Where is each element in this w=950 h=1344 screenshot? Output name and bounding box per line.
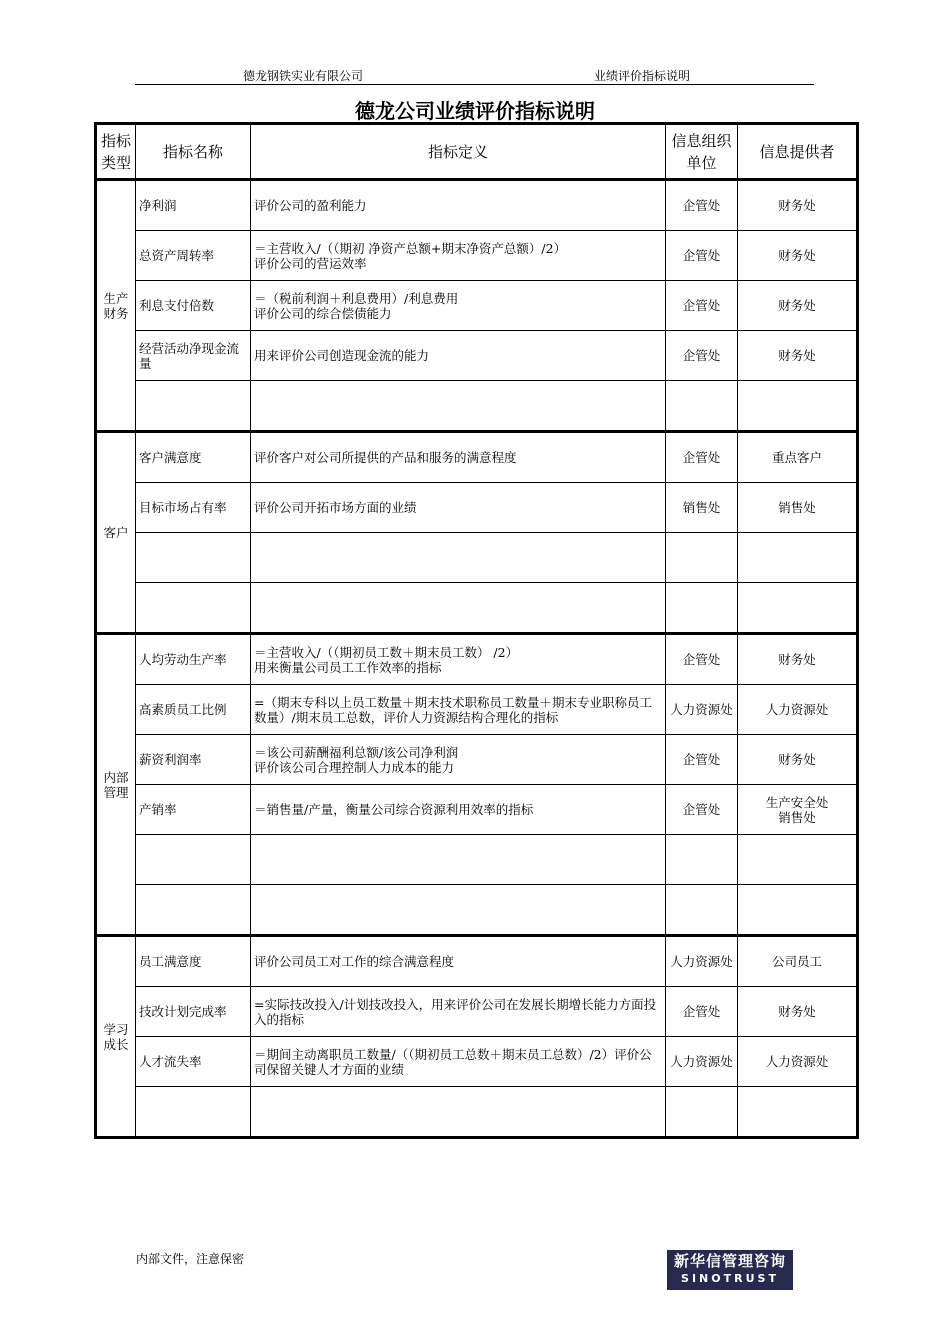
indicator-definition-cell: 用来评价公司创造现金流的能力 xyxy=(251,331,666,381)
info-unit-cell: 企管处 xyxy=(666,735,738,785)
table-row xyxy=(96,634,858,685)
indicator-definition-cell xyxy=(251,885,666,936)
table-body xyxy=(96,180,858,1138)
info-unit-cell: 人力资源处 xyxy=(666,685,738,735)
info-provider-cell: 公司员工 xyxy=(738,936,858,987)
indicator-definition-cell: ＝（税前利润＋利息费用）/利息费用 评价公司的综合偿债能力 xyxy=(251,281,666,331)
info-provider-cell: 财务处 xyxy=(738,987,858,1037)
indicator-definition-cell: 评价客户对公司所提供的产品和服务的满意程度 xyxy=(251,432,666,483)
page-title: 德龙公司业绩评价指标说明 xyxy=(355,99,595,123)
info-unit-cell: 企管处 xyxy=(666,432,738,483)
indicator-definition-cell: 评价公司的盈利能力 xyxy=(251,180,666,231)
column-header-type: 指标类型 xyxy=(96,124,136,180)
column-header-name: 指标名称 xyxy=(136,124,251,180)
header-doc-name: 业绩评价指标说明 xyxy=(594,69,691,83)
table-row xyxy=(96,281,858,331)
indicator-definition-cell xyxy=(251,533,666,583)
indicator-definition-cell xyxy=(251,583,666,634)
indicator-name-cell: 总资产周转率 xyxy=(136,231,251,281)
indicator-definition-cell xyxy=(251,1087,666,1138)
indicator-name-cell: 净利润 xyxy=(136,180,251,231)
indicator-definition-cell: =实际技改投入/计划技改投入，用来评价公司在发展长期增长能力方面投入的指标 xyxy=(251,987,666,1037)
table-row xyxy=(96,835,858,885)
table-row xyxy=(96,1087,858,1138)
info-unit-cell: 销售处 xyxy=(666,483,738,533)
table-row xyxy=(96,987,858,1037)
indicator-definition-cell: ＝该公司薪酬福利总额/该公司净利润 评价该公司合理控制人力成本的能力 xyxy=(251,735,666,785)
indicator-name-cell: 经营活动净现金流量 xyxy=(136,331,251,381)
table-row xyxy=(96,685,858,735)
indicator-name-cell xyxy=(136,533,251,583)
info-unit-cell: 企管处 xyxy=(666,180,738,231)
indicator-type-cell: 内部管理 xyxy=(96,634,136,936)
table-row xyxy=(96,785,858,835)
info-provider-cell: 生产安全处 销售处 xyxy=(738,785,858,835)
indicator-definition-cell: ＝主营收入/（（期初员工数＋期末员工数） /2） 用来衡量公司员工工作效率的指标 xyxy=(251,634,666,685)
info-provider-cell: 财务处 xyxy=(738,180,858,231)
indicator-definition-cell: ＝主营收入/（（期初 净资产总额+期末净资产总额）/2） 评价公司的营运效率 xyxy=(251,231,666,281)
indicator-name-cell: 目标市场占有率 xyxy=(136,483,251,533)
column-header-definition: 指标定义 xyxy=(251,124,666,180)
indicator-definition-cell xyxy=(251,835,666,885)
indicator-name-cell: 高素质员工比例 xyxy=(136,685,251,735)
indicator-definition-cell: 评价公司开拓市场方面的业绩 xyxy=(251,483,666,533)
footer-confidential-note: 内部文件，注意保密 xyxy=(136,1252,245,1266)
indicator-name-cell xyxy=(136,835,251,885)
logo-english-text: SINOTRUST xyxy=(681,1272,779,1285)
table-row xyxy=(96,331,858,381)
indicator-name-cell: 产销率 xyxy=(136,785,251,835)
info-unit-cell: 人力资源处 xyxy=(666,1037,738,1087)
header-divider xyxy=(135,84,814,85)
indicator-name-cell xyxy=(136,381,251,432)
info-unit-cell: 企管处 xyxy=(666,281,738,331)
table-header-row xyxy=(96,124,858,180)
info-provider-cell xyxy=(738,885,858,936)
indicator-type-cell: 客户 xyxy=(96,432,136,634)
indicator-definition-cell: ＝期间主动离职员工数量/（（期初员工总数＋期末员工总数）/2）评价公司保留关键人才方面的业绩 xyxy=(251,1037,666,1087)
info-provider-cell xyxy=(738,835,858,885)
info-unit-cell: 企管处 xyxy=(666,634,738,685)
info-provider-cell: 财务处 xyxy=(738,735,858,785)
info-unit-cell xyxy=(666,1087,738,1138)
table-row xyxy=(96,1037,858,1087)
table-row xyxy=(96,885,858,936)
info-unit-cell: 企管处 xyxy=(666,331,738,381)
indicator-name-cell: 技改计划完成率 xyxy=(136,987,251,1037)
indicator-type-cell: 生产财务 xyxy=(96,180,136,432)
info-provider-cell: 销售处 xyxy=(738,483,858,533)
column-header-provider: 信息提供者 xyxy=(738,124,858,180)
sinotrust-logo xyxy=(667,1250,793,1290)
info-unit-cell xyxy=(666,835,738,885)
info-unit-cell xyxy=(666,381,738,432)
indicator-definition-cell: =（期末专科以上员工数量＋期末技术职称员工数量＋期末专业职称员工数量）/期末员工总数，评价人力资源结构合理化的指标 xyxy=(251,685,666,735)
info-provider-cell: 人力资源处 xyxy=(738,1037,858,1087)
indicator-type-cell: 学习成长 xyxy=(96,936,136,1138)
table-row xyxy=(96,180,858,231)
info-provider-cell xyxy=(738,533,858,583)
header-company: 德龙钢铁实业有限公司 xyxy=(243,69,364,83)
indicator-name-cell xyxy=(136,885,251,936)
info-provider-cell: 财务处 xyxy=(738,331,858,381)
column-header-unit: 信息组织单位 xyxy=(666,124,738,180)
indicator-name-cell: 人才流失率 xyxy=(136,1037,251,1087)
info-provider-cell: 财务处 xyxy=(738,281,858,331)
indicator-name-cell: 利息支付倍数 xyxy=(136,281,251,331)
table-row xyxy=(96,231,858,281)
info-provider-cell: 人力资源处 xyxy=(738,685,858,735)
indicator-name-cell: 薪资利润率 xyxy=(136,735,251,785)
indicator-definition-cell: ＝销售量/产量，衡量公司综合资源利用效率的指标 xyxy=(251,785,666,835)
indicator-name-cell xyxy=(136,583,251,634)
indicator-table xyxy=(94,122,859,1139)
info-provider-cell: 财务处 xyxy=(738,231,858,281)
indicator-definition-cell: 评价公司员工对工作的综合满意程度 xyxy=(251,936,666,987)
info-provider-cell: 财务处 xyxy=(738,634,858,685)
table-row xyxy=(96,483,858,533)
table-row xyxy=(96,381,858,432)
indicator-name-cell: 人均劳动生产率 xyxy=(136,634,251,685)
info-unit-cell: 企管处 xyxy=(666,785,738,835)
info-unit-cell: 企管处 xyxy=(666,987,738,1037)
info-unit-cell: 企管处 xyxy=(666,231,738,281)
indicator-name-cell: 员工满意度 xyxy=(136,936,251,987)
info-provider-cell xyxy=(738,1087,858,1138)
table-row xyxy=(96,432,858,483)
table-row xyxy=(96,936,858,987)
logo-chinese-text: 新华信管理咨询 xyxy=(673,1252,786,1270)
info-unit-cell xyxy=(666,533,738,583)
table-row xyxy=(96,735,858,785)
info-unit-cell: 人力资源处 xyxy=(666,936,738,987)
indicator-name-cell: 客户满意度 xyxy=(136,432,251,483)
indicator-name-cell xyxy=(136,1087,251,1138)
table-row xyxy=(96,533,858,583)
info-provider-cell xyxy=(738,381,858,432)
info-provider-cell: 重点客户 xyxy=(738,432,858,483)
info-provider-cell xyxy=(738,583,858,634)
indicator-definition-cell xyxy=(251,381,666,432)
info-unit-cell xyxy=(666,885,738,936)
info-unit-cell xyxy=(666,583,738,634)
table-row xyxy=(96,583,858,634)
